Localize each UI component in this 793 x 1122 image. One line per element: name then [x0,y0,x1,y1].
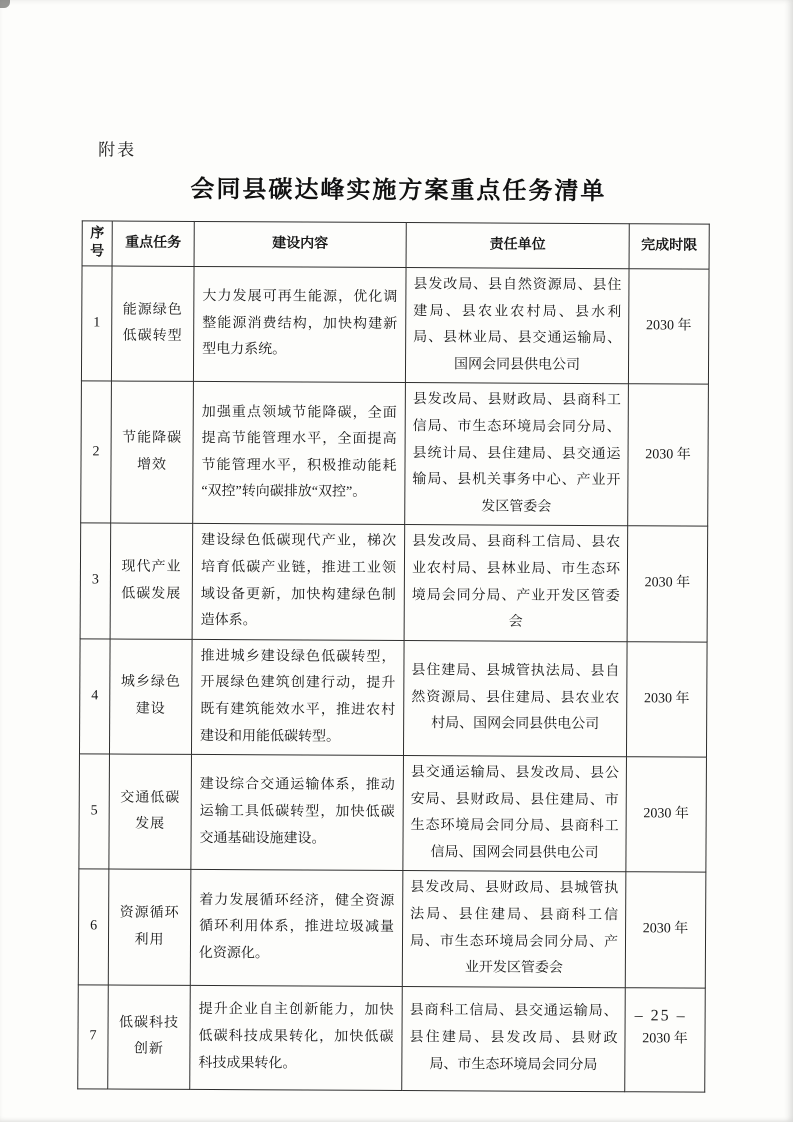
completion-deadline: 2030 年 [628,269,709,385]
task-name: 能源绿色低碳转型 [111,266,194,382]
task-name: 资源循环利用 [108,869,191,985]
completion-deadline: 2030 年 [627,526,708,642]
construction-content: 提升企业自主创新能力，加快低碳科技成果转化，加快低碳科技成果转化。 [190,985,403,1090]
row-number: 2 [81,381,112,523]
table-row [79,639,707,758]
responsible-units: 县发改局、县自然资源局、县住建局、县农业农村局、县水利局、县林业局、县交通运输局、国网会同县供电公司 [405,268,629,385]
header-completion-deadline: 完成时限 [629,224,709,269]
responsible-units: 县交通运输局、县发改局、县公安局、县财政局、县住建局、市生态环境局会同分局、县商科工信局、国网会同县供电公司 [403,756,627,873]
document-title: 会同县碳达峰实施方案重点任务清单 [190,175,607,206]
table-row [80,523,708,642]
task-name: 城乡绿色建设 [109,639,192,755]
header-key-task: 重点任务 [112,221,194,266]
row-number: 7 [78,985,109,1089]
construction-content: 建设综合交通运输体系，推动运输工具低碳转型，加快低碳交通基础设施建设。 [191,755,404,871]
header-responsible-units: 责任单位 [406,223,629,269]
task-name: 现代产业低碳发展 [110,523,193,639]
construction-content: 加强重点领域节能降碳，全面提高节能管理水平，全面提高节能管理水平，积极推动能耗“双控”转向碳排放“双控”。 [193,382,406,525]
construction-content: 大力发展可再生能源，优化调整能源消费结构，加快构建新型电力系统。 [193,266,406,382]
completion-deadline: 2030 年 [626,757,707,873]
construction-content: 着力发展循环经济，健全资源循环利用体系，推进垃圾减量化资源化。 [190,870,403,986]
construction-content: 推进城乡建设绿色低碳转型，开展绿色建筑创建行动，提升既有建筑能效水平，推进农村建设和用能低碳转型。 [191,639,404,755]
task-name: 交通低碳发展 [109,754,192,870]
table-row [81,381,709,526]
row-number: 4 [79,639,110,755]
responsible-units: 县发改局、县财政局、县商科工信局、市生态环境局会同分局、县统计局、县住建局、县交通运输局、县机关事务中心、产业开发区管委会 [405,383,629,526]
page-number: – 25 – [634,1007,687,1025]
responsible-units: 县住建局、县城管执法局、县自然资源局、县住建局、县农业农村局、国网会同县供电公司 [403,640,627,757]
header-row-number: 序号 [82,221,112,266]
table-row [81,266,709,385]
completion-deadline: 2030 年 [625,988,706,1092]
row-number: 1 [81,266,112,382]
row-number: 6 [78,869,109,985]
row-number: 3 [80,523,111,639]
responsible-units: 县发改局、县财政局、县城管执法局、县住建局、县商科工信局、市生态环境局会同分局、产业开发区管委会 [402,871,626,988]
task-name: 低碳科技创新 [108,985,191,1089]
header-construction-content: 建设内容 [194,221,406,267]
table-header-row [82,221,709,269]
completion-deadline: 2030 年 [628,384,709,526]
table-row [79,754,707,873]
task-name: 节能降碳增效 [111,381,194,523]
responsible-units: 县商科工信局、县交通运输局、县住建局、县发改局、县财政局、市生态环境局会同分局 [402,986,626,1091]
table-row [78,869,706,988]
completion-deadline: 2030 年 [626,641,707,757]
table-row [78,985,706,1092]
row-number: 5 [79,754,110,870]
responsible-units: 县发改局、县商科工信局、县农业农村局、县林业局、市生态环境局会同分局、产业开发区管委会 [404,525,628,642]
attachment-label: 附表 [98,140,137,160]
construction-content: 建设绿色低碳现代产业，梯次培育低碳产业链，推进工业领域设备更新，加快构建绿色制造体系。 [192,524,405,640]
task-table [77,220,710,1092]
completion-deadline: 2030 年 [625,872,706,988]
